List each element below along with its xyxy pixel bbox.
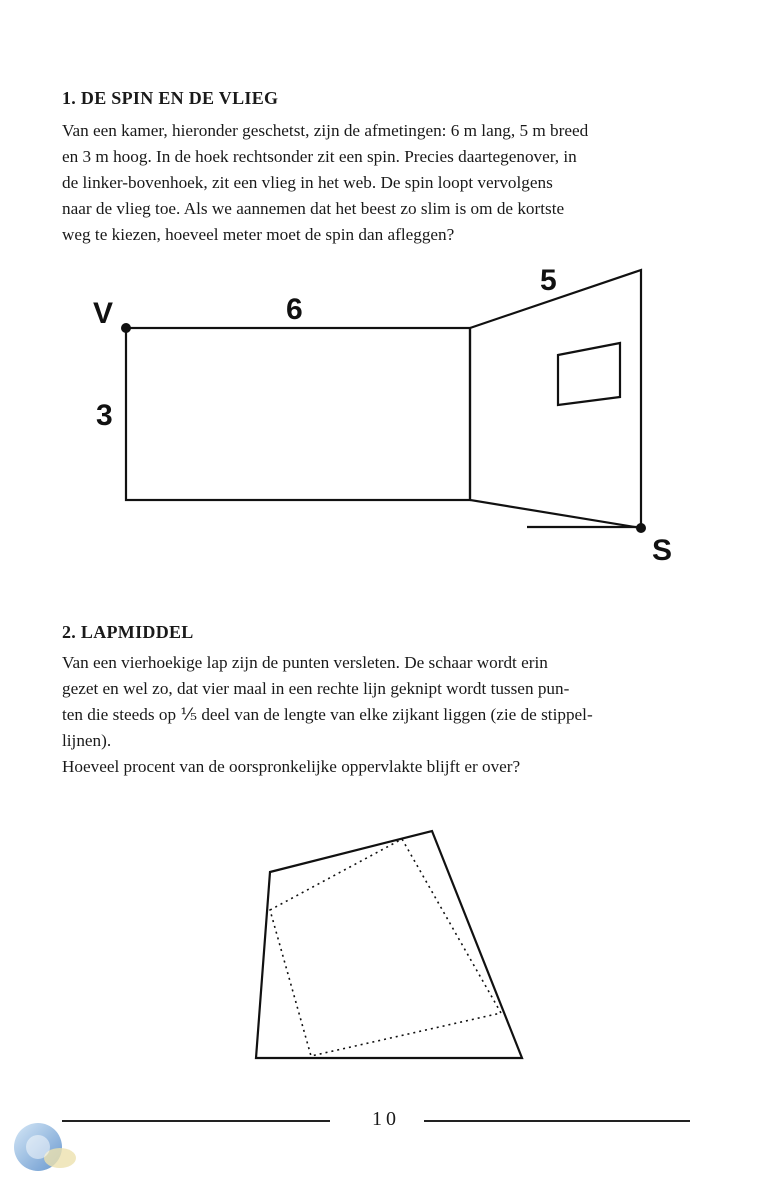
length-label: 6	[286, 293, 303, 326]
patch-cut-lines	[270, 839, 501, 1056]
page-number: 10	[372, 1108, 400, 1130]
spider-point	[636, 523, 646, 533]
room-side-wall	[470, 270, 641, 528]
room-front-wall	[126, 328, 470, 500]
puzzle1-line: naar de vlieg toe. Als we aannemen dat het beest zo slim is om de kortste	[62, 199, 565, 218]
puzzle2-line: Hoeveel procent van de oorspronkelijke oppervlakte blijft er over?	[62, 757, 521, 776]
puzzle1-line: weg te kiezen, hoeveel meter moet de spin dan afleggen?	[62, 225, 455, 244]
height-label: 3	[96, 399, 113, 432]
puzzle1-line: de linker-bovenhoek, zit een vlieg in het web. De spin loopt vervolgens	[62, 173, 553, 192]
room-figure	[126, 270, 641, 528]
fly-label: V	[93, 297, 114, 330]
footer-rule-right	[424, 1120, 690, 1122]
watermark-logo-icon	[8, 1112, 78, 1182]
fly-point	[121, 323, 131, 333]
footer-rule-left	[62, 1120, 330, 1122]
puzzle1-line: en 3 m hoog. In de hoek rechtsonder zit een spin. Precies daartegenover, in	[62, 147, 577, 166]
puzzle2-line: ten die steeds op ⅕ deel van de lengte van elke zijkant liggen (zie de stippel-	[62, 705, 593, 724]
puzzle2-line: Van een vierhoekige lap zijn de punten versleten. De schaar wordt erin	[62, 653, 548, 672]
puzzle1-title: 1. DE SPIN EN DE VLIEG	[62, 88, 279, 108]
patch-figure	[256, 831, 522, 1058]
patch-outline	[256, 831, 522, 1058]
spider-label: S	[652, 534, 673, 567]
puzzle2-title: 2. LAPMIDDEL	[62, 622, 194, 642]
width-label: 5	[540, 264, 557, 297]
puzzle2-text	[62, 650, 702, 780]
puzzle2-line: gezet en wel zo, dat vier maal in een rechte lijn geknipt wordt tussen pun-	[62, 679, 570, 698]
puzzle1-line: Van een kamer, hieronder geschetst, zijn de afmetingen: 6 m lang, 5 m breed	[62, 121, 589, 140]
room-window	[558, 343, 620, 405]
puzzle2-line: lijnen).	[62, 731, 112, 750]
